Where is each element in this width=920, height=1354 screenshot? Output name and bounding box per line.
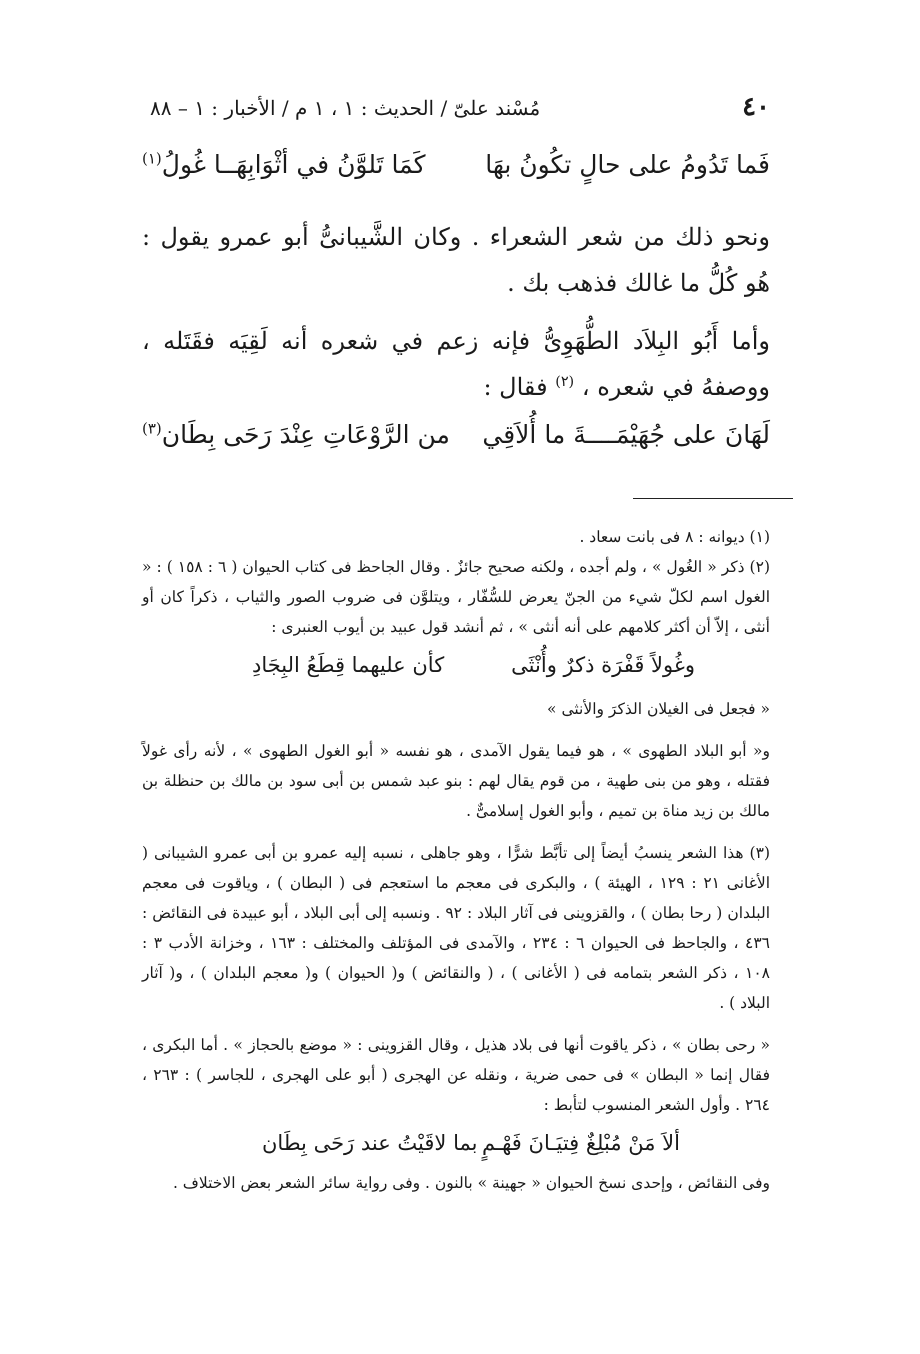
footnote-separator (633, 498, 793, 499)
verse-1-hemistich-left-text: كَمَا تَلوَّنُ في أثْوَابِهَــا غُولُ (161, 150, 426, 179)
footnote-3-verse-right: ألاَ مَنْ مُبْلِغٌ فِتيَـانَ فَهْـمٍ (482, 1131, 680, 1155)
footnote-1: (١) ديوانه : ٨ فى بانت سعاد . (579, 528, 770, 546)
footnote-2-verse (142, 642, 770, 694)
footnotes (142, 522, 770, 1198)
footnote-3-paragraph-2: « رحى بطان » ، ذكر ياقوت أنها فى بلاد هذيل ، وقال القزوينى : « موضع بالحجاز » . أما البكرى ، فقال إنما « البطان » فى حمى ضرية ، ونقله عن الهجرى ( أبو على الهجرى ، للجاسر ) : ٢٦٣ ، ٢٦٤ . وأول الشعر المنسوب لتأبط : (142, 1036, 770, 1114)
paragraph-1: ونحو ذلك من شعر الشعراء . وكان الشَّيبانىُّ أبو عمرو يقول : هُو كُلُّ ما غالك فذهب بك . (142, 223, 770, 297)
page-number: ٤٠ (742, 92, 770, 122)
paragraph-2 (142, 318, 770, 410)
verse-2 (142, 420, 770, 449)
verse-2-hemistich-right: لَهَانَ على جُهَيْمَــــةَ ما أُلاَقِي (482, 420, 770, 449)
footnote-ref-3: (٣) (142, 419, 162, 438)
footnote-2-verse-right: وغُولاً قَفْرَة ذكرٌ وأُنْثَى (511, 653, 695, 677)
verse-1-hemistich-left (142, 150, 426, 179)
footnote-3-paragraph-1: (٣) هذا الشعر ينسبُ أيضاً إلى تأبَّط شرًّا ، وهو جاهلى ، نسبه إليه عمرو بن أبى عمرو الشيبانى ( الأغانى ٢١ : ١٢٩ ، الهيئة ) ، والبكرى فى معجم ما استعجم فى ( البطان ) ، وياقوت فى معجم البلدان ( رحا بطان ) ، والقزوينى فى آثار البلاد : ٩٢ . ونسبه إلى أبى البلاد ، أبو عبيدة فى النقائض : ٤٣٦ ، والجاحظ فى الحيوان ٦ : ٢٣٤ ، والآمدى فى المؤتلف والمختلف : ١٦٣ ، وخزانة الأدب ٣ : ١٠٨ ، ذكر الشعر بتمامه فى ( الأغانى ) ، ( والنقائض ) و( الحيوان ) و( معجم البلدان ) ، و( آثار البلاد ) . (142, 844, 770, 1012)
footnote-2-paragraph-3: و« أبو البلاد الطهوى » ، هو فيما يقول الآمدى ، هو نفسه « أبو الغول الطهوى » ، لأنه رأى غولاً فقتله ، وهو من بنى طهية ، من قوم يقال لهم : بنو عبد شمس بن أبى سود بن مالك بن حنظلة بن مالك بن زيد مناة بن تميم ، وأبو الغول إسلامىٌّ . (142, 742, 770, 820)
paragraph-2-end: فقال : (483, 373, 548, 401)
footnote-3-paragraph-3: وفى النقائض ، وإحدى نسخ الحيوان « جهينة » بالنون . وفى رواية سائر الشعر بعض الاختلاف . (172, 1174, 770, 1192)
footnote-2-paragraph-2: « فجعل فى الغيلان الذكرَ والأنثى » (547, 700, 770, 718)
footnote-3-verse-left: بما لاقَيْتُ عند رَحَى بِطَان (262, 1131, 478, 1155)
footnote-2-verse-left: كأن عليهما قِطَعُ البِجَادِ (252, 653, 445, 677)
footnote-ref-1: (١) (142, 149, 162, 168)
footnote-ref-2: (٢) (555, 374, 575, 390)
verse-1-hemistich-right: فَما تَدُومُ على حالٍ تكُونُ بهَا (485, 150, 770, 179)
running-head (150, 92, 770, 124)
footnote-3-verse (142, 1120, 770, 1168)
verse-2-hemistich-left-text: من الرَّوْعَاتِ عِنْدَ رَحَى بِطَان (161, 420, 450, 449)
paragraph-2-text: وأما أَبُو البِلاَد الطُّهَوِىُّ فإنه زعم في شعره أنه لَقِيَه فقَتَله ، ووصفهُ في شعره ، (142, 327, 770, 401)
verse-2-hemistich-left (142, 420, 450, 449)
running-head-title: مُسْند علىّ / الحديث : ١ ، ١ م / الأخبار : ١ – ٨٨ (150, 96, 541, 120)
verse-1 (142, 150, 770, 179)
footnote-2-paragraph-1: (٢) ذكر « الغُول » ، ولم أجده ، ولكنه صحيح جائزٌ . وقال الجاحظ فى كتاب الحيوان ( ٦ : ١٥٨ ) : « الغول اسم لكلّ شيء من الجنّ يعرض للسُّفّار ، ويتلوَّن فى ضروب الصور والثياب ، ذكراً كان أو أنثى ، إلاّ أن أكثر كلامهم على أنه أنثى » ، ثم أنشد قول عبيد بن أيوب العنبرى : (142, 558, 770, 636)
